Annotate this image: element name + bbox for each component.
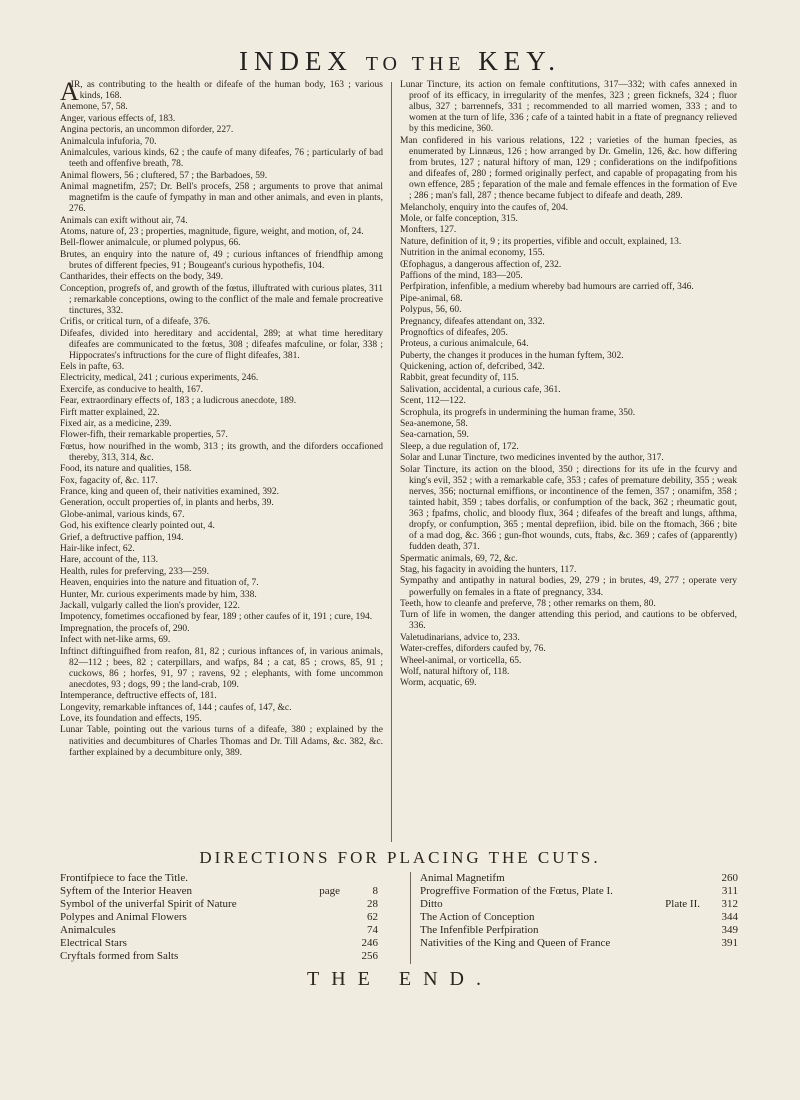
column-divider	[391, 82, 392, 842]
direction-row	[60, 885, 378, 898]
index-entry: God, his exiftence clearly pointed out, 4.	[60, 521, 215, 532]
index-entry: Monfters, 127.	[400, 225, 457, 236]
direction-row	[420, 911, 738, 924]
index-entry: Bell-flower animalcule, or plumed polypus, 66.	[60, 238, 241, 249]
index-entry: Fox, fagacity of, &c. 117.	[60, 475, 158, 486]
index-left-column	[60, 77, 383, 759]
direction-row	[420, 898, 738, 911]
index-entry: Animalcula infuforia, 70.	[60, 136, 157, 147]
index-right-column	[400, 80, 737, 690]
direction-label: Cryftals formed from Salts	[60, 950, 179, 962]
index-entry: Puberty, the changes it produces in the human fyftem, 302.	[400, 350, 624, 361]
index-entry: Difeafes, divided into hereditary and accidental, 289; at what time hereditary difeafes are communicated to the fœtus, 308 ; difeafes mafculine, or folar, 338 ; Hippocrates's inftructions for the cure of flight difeafes, 381.	[60, 328, 383, 361]
index-entry: Prognoftics of difeafes, 205.	[400, 327, 508, 338]
direction-label: Syftem of the Interior Heaven	[60, 885, 192, 897]
index-entry: Pregnancy, difeafes attendant on, 332.	[400, 316, 545, 327]
direction-label: The Infenfible Perfpiration	[420, 924, 539, 936]
direction-page	[346, 872, 378, 885]
direction-page: 344	[721, 911, 738, 923]
index-entry: Polypus, 56, 60.	[400, 305, 462, 316]
index-entry: Firft matter explained, 22.	[60, 407, 160, 418]
index-entry: Brutes, an enquiry into the nature of, 49 ; curious inftances of friendfhip among brutes of different fpecies, 91 ; Bougeant's curious hypothefis, 104.	[60, 249, 383, 271]
direction-page: 391	[721, 937, 738, 949]
direction-label: Animal Magnetifm	[420, 872, 505, 884]
direction-page: 28	[367, 898, 378, 910]
direction-label: Ditto	[420, 898, 443, 910]
direction-page: 312	[721, 898, 738, 910]
directions-left-list	[60, 872, 378, 963]
index-entry: Spermatic animals, 69, 72, &c.	[400, 553, 518, 564]
index-entry: Grief, a deftructive paffion, 194.	[60, 532, 184, 543]
index-entry: Solar and Lunar Tincture, two medicines invented by the author, 317.	[400, 453, 664, 464]
index-entry: Electricity, medical, 241 ; curious experiments, 246.	[60, 373, 259, 384]
index-entry: Impregnation, the procefs of, 290.	[60, 623, 190, 634]
direction-label: Frontifpiece to face the Title.	[60, 872, 188, 884]
heading-index: INDEX	[238, 46, 353, 76]
direction-note	[505, 872, 706, 885]
index-entry: Stag, his fagacity in avoiding the hunters, 117.	[400, 565, 577, 576]
index-entry: Water-creffes, diforders caufed by, 76.	[400, 644, 546, 655]
index-entry: Fear, extraordinary effects of, 183 ; a ludicrous anecdote, 189.	[60, 396, 297, 407]
direction-label: Progreffive Formation of the Fœtus, Plate I.	[420, 885, 613, 897]
direction-row	[60, 950, 378, 963]
index-entry: Impotency, fometimes occafioned by fear, 189 ; other caufes of it, 191 ; cure, 194.	[60, 612, 373, 623]
direction-label: Electrical Stars	[60, 937, 127, 949]
index-entry: Fixed air, as a medicine, 239.	[60, 419, 172, 430]
index-entry: Hair-like infect, 62.	[60, 544, 135, 555]
direction-note	[187, 911, 346, 924]
index-entry: Paffions of the mind, 183—205.	[400, 270, 523, 281]
directions-divider	[410, 872, 411, 964]
index-entry: Hunter, Mr. curious experiments made by him, 338.	[60, 589, 257, 600]
direction-row	[420, 924, 738, 937]
index-entry: Crifis, or critical turn, of a difeafe, 376.	[60, 317, 211, 328]
index-entry: Flower-fifh, their remarkable properties, 57.	[60, 430, 228, 441]
directions-right-list	[420, 872, 738, 950]
index-entry: Proteus, a curious animalcule, 64.	[400, 339, 529, 350]
index-entry: Inftinct diftinguifhed from reafon, 81, 82 ; curious inftances of, in various animals, 82—112 ; bees, 82 ; caterpillars, and wafps, 84 ; a cat, 85 ; crows, 85, 91 ; cuckows, 86 ; horfes, 91, 97 ; ravens, 92 ; elephants, with fome uncommon anecdotes, 93 ; dogs, 99 ; the land-crab, 109.	[60, 646, 383, 690]
index-entry: Wheel-animal, or vorticella, 65.	[400, 655, 522, 666]
direction-label: The Action of Conception	[420, 911, 535, 923]
index-entry: Quickening, action of, defcribed, 342.	[400, 362, 545, 373]
direction-page: 246	[361, 937, 378, 949]
direction-note	[539, 924, 706, 937]
direction-note	[610, 937, 706, 950]
index-entry: Cantharides, their effects on the body, 349.	[60, 272, 224, 283]
direction-row	[60, 911, 378, 924]
direction-note	[613, 885, 706, 898]
index-entry: Hare, account of the, 113.	[60, 555, 159, 566]
direction-note	[116, 924, 346, 937]
direction-page: 8	[372, 885, 378, 897]
index-entry: Perfpiration, infenfible, a medium whereby bad humours are carried off, 346.	[400, 282, 694, 293]
direction-page: 256	[361, 950, 378, 962]
direction-row	[420, 937, 738, 950]
index-entry: Food, its nature and qualities, 158.	[60, 464, 192, 475]
index-entry: Œfophagus, a dangerous affection of, 232.	[400, 259, 562, 270]
index-entry: Pipe-animal, 68.	[400, 293, 463, 304]
index-entry: Atoms, nature of, 23 ; properties, magnitude, figure, weight, and motion, of, 24.	[60, 226, 364, 237]
directions-title: DIRECTIONS FOR PLACING THE CUTS.	[199, 848, 601, 867]
page-heading	[0, 46, 800, 77]
index-entry: France, king and queen of, their nativities examined, 392.	[60, 487, 279, 498]
index-entry: Jackall, vulgarly called the lion's provider, 122.	[60, 601, 240, 611]
index-entry: Animal magnetifm, 257; Dr. Bell's procefs, 258 ; arguments to prove that animal magnetifm is the caufe of fympathy in man and other animals, and even in plants, 276.	[60, 181, 383, 215]
index-entry: Worm, acquatic, 69.	[400, 678, 477, 689]
direction-note	[535, 911, 706, 924]
index-entry: AIR, as contributing to the health or difeafe of the human body, 163 ; various kinds, 168.	[60, 77, 383, 106]
index-entry: Love, its foundation and effects, 195.	[60, 714, 202, 725]
index-entry: Turn of life in women, the danger attending this period, and cautions to be obferved, 336.	[400, 610, 737, 632]
index-entry: Eels in pafte, 63.	[60, 362, 125, 373]
index-entry: Exercife, as conducive to health, 167.	[60, 384, 203, 395]
index-entry: Animal flowers, 56 ; cluftered, 57 ; the Barbadoes, 59.	[60, 170, 268, 181]
index-entry: Mole, or falfe conception, 315.	[400, 214, 518, 225]
index-entry: Wolf, natural hiftory of, 118.	[400, 666, 510, 677]
index-entry: Scrophula, its progrefs in undermining the human frame, 350.	[400, 407, 636, 418]
direction-row	[420, 872, 738, 885]
index-entry: Anger, various effects of, 183.	[60, 113, 176, 124]
heading-key: KEY.	[478, 46, 562, 76]
index-entry: Longevity, remarkable inftances of, 144 ; caufes of, 147, &c.	[60, 702, 292, 713]
direction-note: Plate II.	[665, 898, 700, 910]
index-entry: Sleep, a due regulation of, 172.	[400, 441, 519, 452]
index-entry: Nature, definition of it, 9 ; its properties, vifible and occult, explained, 13.	[400, 236, 682, 247]
index-entry: Solar Tincture, its action on the blood, 350 ; directions for its ufe in the fcurvy and king's evil, 352 ; with a remarkable cafe, 353 ; cafes of premature debility, 355 ; weak nerves, 356; nocturnal emiffions, or incontinence of the femen, 357 ; onamifm, 358 ; tainted habit, 359 ; tabes dorfalis, or confumption of the back, 362 ; rheumatic gout, 363 ; fpafms, cholic, and bloody flux, 364 ; difeafes of the breaft and lungs, afthma, dropfy, or confumption, 365 ; mental deprefiion, ibid. bile on the ftomach, 366 ; bite of a mad dog, &c. 366 ; gun-fhot wounds, cuts, ftabs, &c. 369 ; cafes of (apparently) fudden death, 371.	[400, 464, 737, 553]
direction-note	[237, 898, 346, 911]
index-entry: Sea-carnation, 59.	[400, 430, 469, 441]
index-entry: Intemperance, deftructive effects of, 181.	[60, 691, 217, 702]
index-entry: Rabbit, great fecundity of, 115.	[400, 373, 519, 384]
index-entry: Man confidered in his various relations, 122 ; varieties of the human fpecies, as enumerated by Linnæus, 126 ; how arranged by Dr. Gmelin, 126, &c. how differing from brutes, 127 ; natural hiftory of man, 129 ; confiderations on the indifpofitions and difeafes of, 280 ; formed originally perfect, and capable of propagating from his own effence, 285 ; feparation of the male and female effences in the formation of Eve ; 286 ; man's fall, 287 ; thence became fubject to difeafe and death, 289.	[400, 135, 737, 202]
heading-to-the: TO THE	[365, 53, 466, 75]
index-entry: Anemone, 57, 58.	[60, 102, 128, 113]
index-entry: Valetudinarians, advice to, 233.	[400, 632, 520, 643]
direction-label: Nativities of the King and Queen of France	[420, 937, 611, 949]
direction-note	[127, 937, 346, 950]
index-entry: Animals can exift without air, 74.	[60, 215, 188, 226]
direction-row	[60, 898, 378, 911]
index-entry: Lunar Tincture, its action on female conftitutions, 317—332; with cafes annexed in proof of its efficacy, in irregularity of the menfes, 323 ; green ficknefs, 324 ; fluor albus, 327 ; barrennefs, 331 ; recommended to all married women, 333 ; and to women at the turn of life, 336 ; cafe of a tainted habit in a ftate of pregnancy relieved by this medicine, 360.	[400, 80, 737, 135]
index-entry: Nutrition in the animal economy, 155.	[400, 248, 545, 259]
index-entry: Health, rules for preferving, 233—259.	[60, 566, 210, 577]
index-entry: Conception, progrefs of, and growth of the fœtus, illuftrated with curious plates, 311 ; remarkable conceptions, owing to the conflict of the male and female procreative tinctures, 332.	[60, 283, 383, 316]
direction-label: Animalcules	[60, 924, 116, 936]
index-entry: Generation, occult properties of, in plants and herbs, 39.	[60, 498, 274, 509]
end-text: THE END.	[307, 968, 493, 990]
direction-page: 62	[367, 911, 378, 923]
index-entry: Angina pectoris, an uncommon diforder, 227.	[60, 125, 234, 136]
index-entry: Sympathy and antipathy in natural bodies, 29, 279 ; in brutes, 49, 277 ; operate very powerfully on females in a ftate of pregnancy, 334.	[400, 576, 737, 598]
direction-label: Polypes and Animal Flowers	[60, 911, 187, 923]
index-entry: Infect with net-like arms, 69.	[60, 635, 171, 646]
index-entry: Scent, 112—122.	[400, 396, 466, 407]
direction-row	[420, 885, 738, 898]
index-entry: Melancholy, enquiry into the caufes of, 204.	[400, 202, 568, 213]
direction-label: Symbol of the univerfal Spirit of Nature	[60, 898, 237, 910]
index-entry: Salivation, accidental, a curious cafe, 361.	[400, 384, 561, 395]
index-entry: Lunar Table, pointing out the various turns of a difeafe, 380 ; explained by the nativities and decumbitures of Charles Thomas and Dr. Till Adams, &c. 382, &c. farther explained by a decumbiture only, 389.	[60, 725, 383, 758]
direction-page: 349	[721, 924, 738, 936]
direction-note: page	[319, 885, 340, 897]
direction-note	[178, 950, 346, 963]
direction-row	[60, 872, 378, 885]
index-entry: Teeth, how to cleanfe and preferve, 78 ; other remarks on them, 80.	[400, 598, 656, 609]
direction-page: 260	[721, 872, 738, 884]
index-entry: Globe-animal, various kinds, 67.	[60, 509, 185, 520]
index-entry: Animalcules, various kinds, 62 ; the caufe of many difeafes, 76 ; particularly of bad teeth and offenfive breath, 78.	[60, 148, 383, 170]
direction-note	[188, 872, 346, 885]
index-entry: Sea-anemone, 58.	[400, 419, 468, 430]
index-entry: Heaven, enquiries into the nature and fituation of, 7.	[60, 578, 259, 589]
direction-page: 74	[367, 924, 378, 936]
direction-page: 311	[721, 885, 738, 897]
direction-row	[60, 924, 378, 937]
direction-row	[60, 937, 378, 950]
index-entry: Fœtus, how nourifhed in the womb, 313 ; its growth, and the diforders occafioned thereby, 313, 314, &c.	[60, 441, 383, 463]
